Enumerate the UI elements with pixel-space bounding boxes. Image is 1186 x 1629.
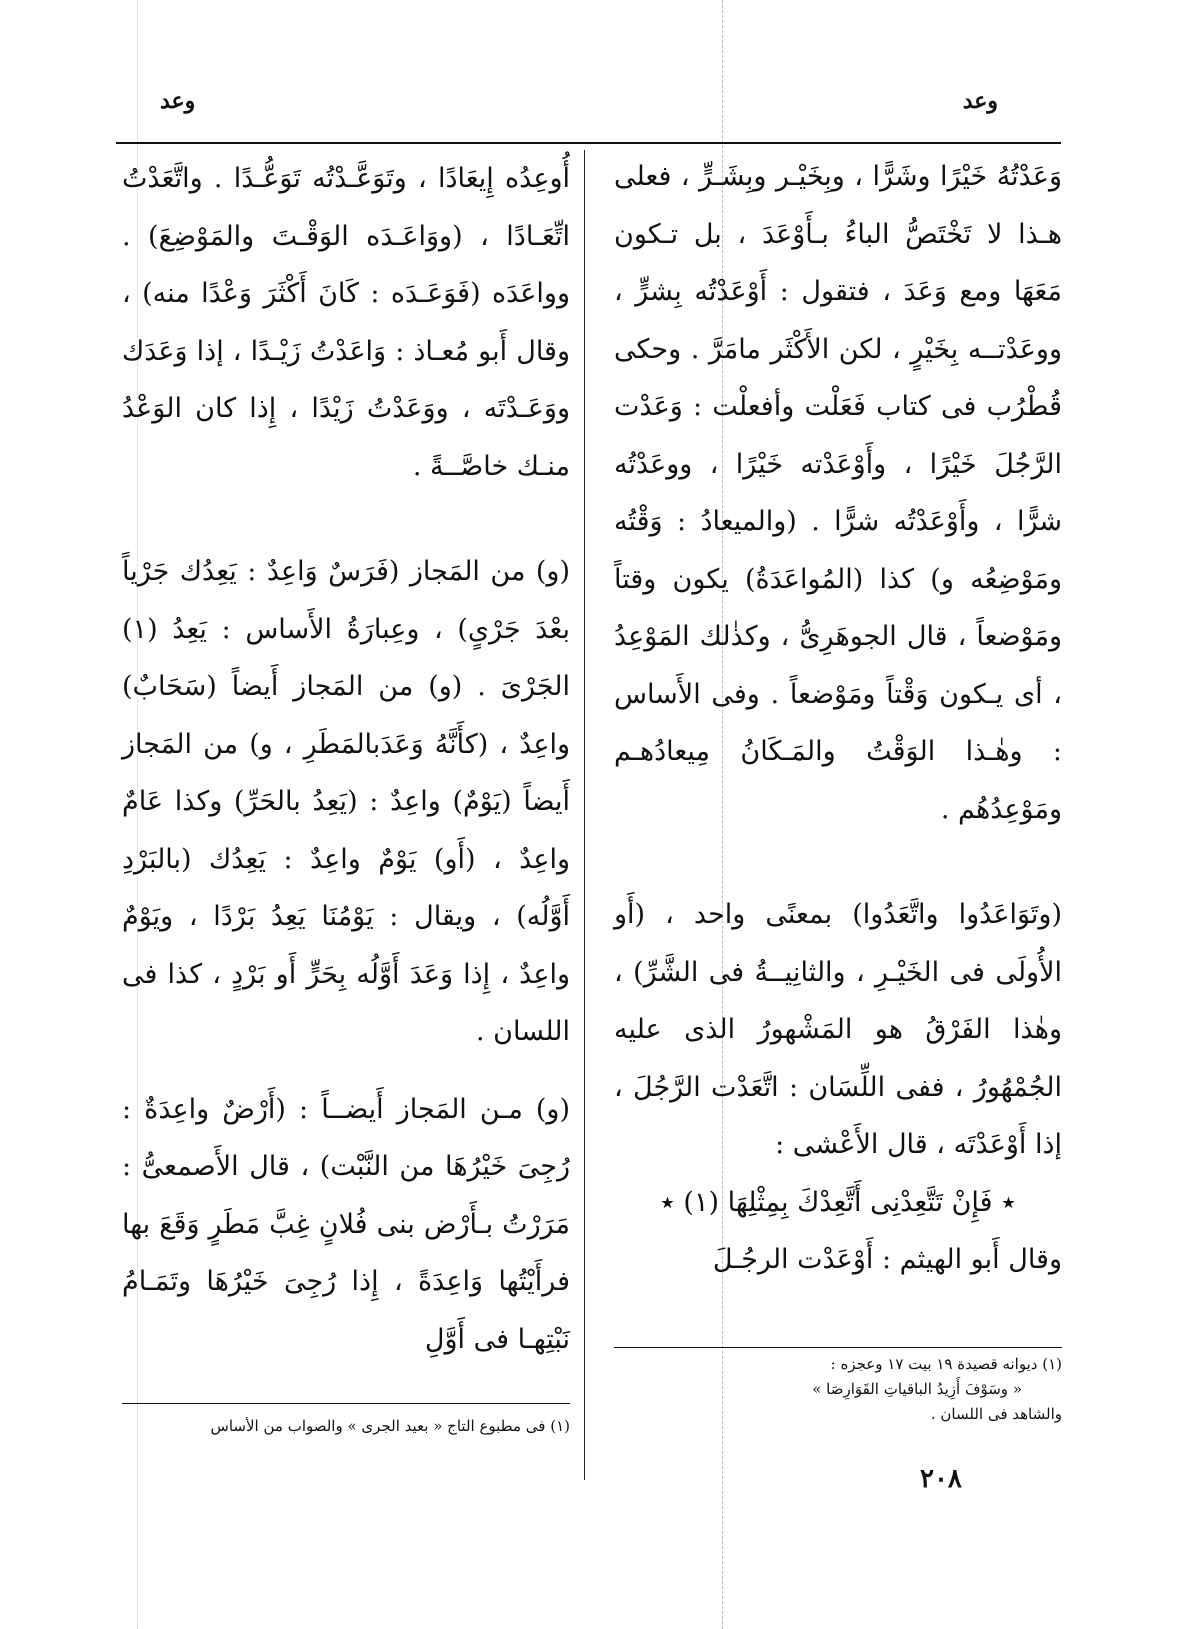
footnote-right-2: « وسَوْفَ أَزِيدُ الباقياتِ القَوَارِصَا » [812, 1380, 1022, 1398]
footnote-left-1: (١) فى مطبوع التاج « بعيد الجرى » والصواب من الأساس [210, 1417, 570, 1435]
footnote-right-1: (١) ديوانه قصيدة ١٩ بيت ١٧ وعجزه : [830, 1355, 1062, 1373]
left-paragraph-3: (و) مـن المَجاز أَيضــاً : (أَرْضٌ واعِدَةٌ : رُجِىَ خَيْرُهَا من النَّبْت) ، قال الأَصمعىُّ : مَرَرْتُ بـأَرْض بنى فُلانٍ غِبَّ مَطَرٍ وَقَعَ بها فرأَيْتُها وَاعِدَةً ، إِذا رُجِىَ خَيْرُهَا وتَمَـامُ نَبْتِهـا فى أَوَّلِ [122, 1093, 570, 1355]
footnote-right-3: والشاهد فى اللسان . [930, 1405, 1062, 1423]
verse-line: ٭ فَإِنْ تَتَّعِدْنِى أَتَّعِدْكَ بِمِثْلِهَا (١) ٭ [660, 1186, 1016, 1218]
footnote-rule-left [122, 1403, 570, 1404]
footnote-rule-right [614, 1347, 1062, 1348]
column-divider [584, 150, 585, 1480]
right-paragraph-2: (وتَوَاعَدُوا واتَّعَدُوا) بمعنًى واحد ، (أَو الأُولَى فى الخَيْـرِ ، والثانِيــةُ فى الشَّرِّ) ، وهٰذا الفَرْقُ هو المَشْهورُ الذى عليه الجُمْهُورُ ، ففى اللِّسَان : اتَّعَدْت الرَّجُلَ ، إذا أَوْعَدْتَه ، قال الأَعْشى : [614, 899, 1062, 1160]
right-paragraph-3: وقال أَبو الهيثم : أَوْعَدْت الرجُـلَ [712, 1244, 1062, 1275]
running-head-left: وعد [160, 88, 196, 114]
footnotes-right [614, 1352, 1062, 1427]
running-head-right: وعد [962, 88, 998, 114]
left-paragraph-2: (و) من المَجاز (فَرَسٌ وَاعِدٌ : يَعِدُك جَرْياً بعْدَ جَرْىٍ) ، وعِبارَةُ الأَساس : يَعِدُ (١) الجَرْىَ . (و) من المَجاز أَيضاً (سَحَابٌ) واعِدٌ ، (كأَنَّهُ وَعَدَبالمَطَرِ ، و) من المَجاز أَيضاً (يَوْمٌ) واعِدٌ : (يَعِدُ بالحَرِّ) وكذا عَامٌ واعِدٌ ، (أَو) يَوْمٌ واعِدٌ : يَعِدُك (بالبَرْدِ أَوَّلُه) ، ويقال : يَوْمُنَا يَعِدُ بَرْدًا ، ويَوْمٌ واعِدٌ ، إِذا وَعَدَ أَوَّلُه بِحَرٍّ أَو بَرْدٍ ، كذا فى اللسان . [122, 556, 570, 1047]
left-paragraph-1: أُوعِدُه إِيعَادًا ، وتَوَعَّـدْتُه تَوَعُّـدًا . واتَّعَدْتُ اتِّعَـادًا ، (ووَاعَـدَه الوَقْـتَ والمَوْضِعَ) . وواعَدَه (فَوَعَـدَه : كَانَ أَكْثَرَ وَعْدًا منه) ، وقال أَبو مُعـاذ : وَاعَدْتُ زَيْـدًا ، إذا وَعَدَك ووَعَـدْتَه ، ووَعَدْتُ زَيْدًا ، إِذا كان الوَعْدُ منـك خاصَّــةً . [122, 163, 570, 482]
right-paragraph-1: وَعَدْتُهُ خَيْرًا وشَرًّا ، وبِخَيْـر وبِشَـرٍّ ، فعلى هـذا لا تَخْتَصُّ الباءُ بـأَوْعَدَ ، بل تـكون مَعَهَا ومع وَعَدَ ، فتقول : أَوْعَدْتُه بِشرٍّ ، ووعَدْتــه بِخَيْرٍ ، لكن الأَكْثَر مامَرَّ . وحكى قُطْرُب فى كتاب فَعَلْت وأفعلْت : وَعَدْت الرَّجُلَ خَيْرًا ، وأَوْعَدْته خَيْرًا ، ووعَدْتُه شرًّا ، وأَوْعَدْتُه شرًّا . (والميعادُ : وَقْتُه ومَوْضِعُه و) كذا (المُواعَدَةُ) يكون وقتاً ومَوْضعاً ، قال الجوهَرِىُّ ، وكذٰلك المَوْعِدُ ، أى يـكون وَقْتاً ومَوْضعاً . وفى الأَساس : وهٰـذا الوَقْتُ والمَـكَانُ مِيعادُهـم ومَوْعِدُهُم . [614, 161, 1062, 825]
footnotes-left [122, 1414, 570, 1439]
right-column [614, 148, 1062, 1289]
header-rule [116, 142, 1061, 144]
page-number: ٢٠٨ [920, 1464, 962, 1494]
left-column [122, 150, 570, 1368]
